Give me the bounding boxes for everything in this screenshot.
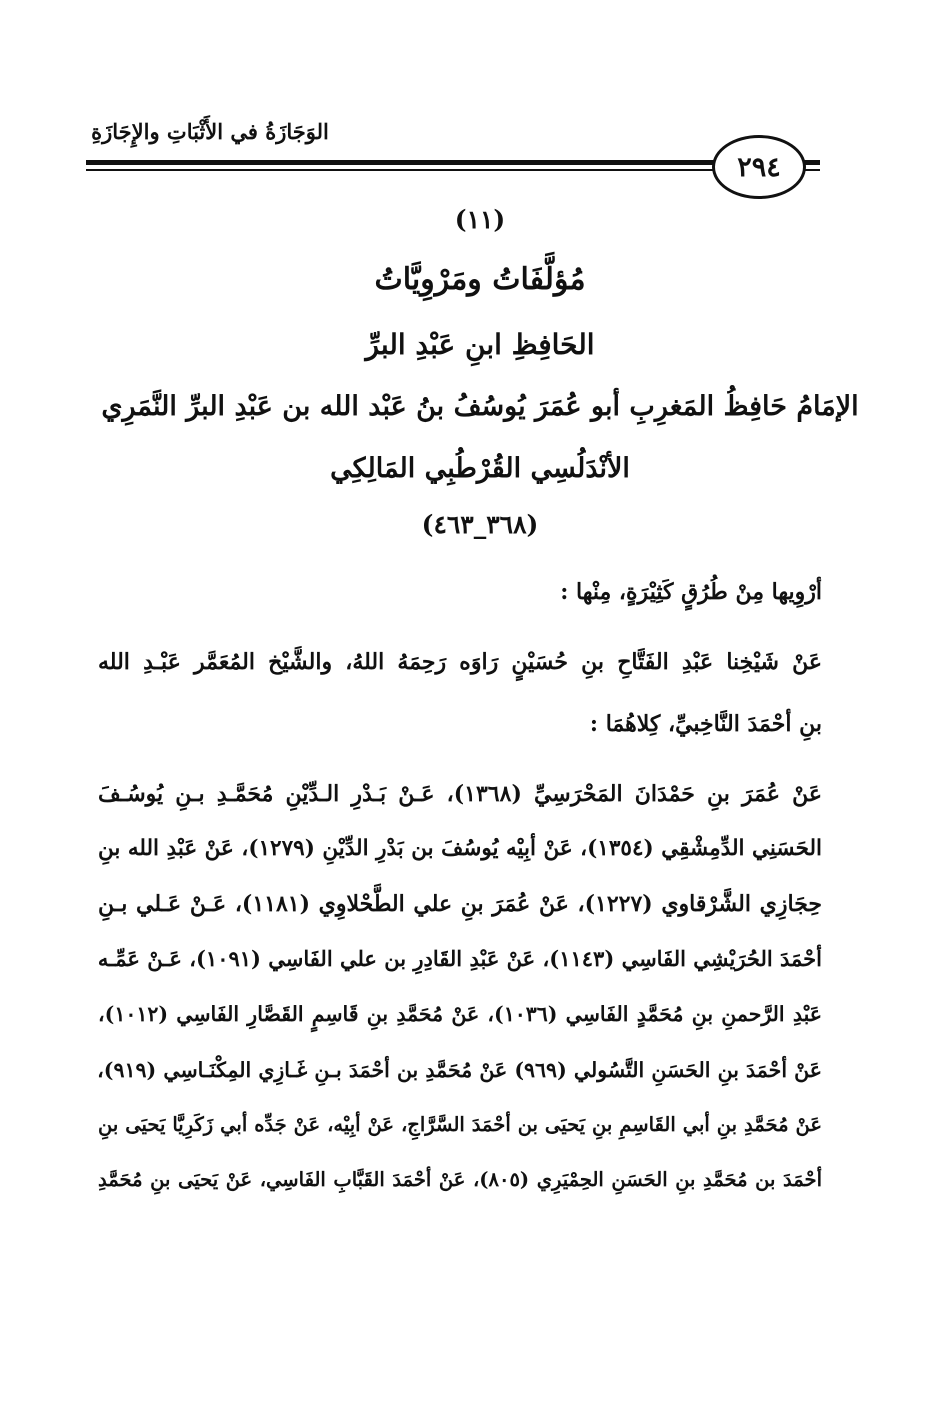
author-dates: (٣٦٨_٤٦٣) <box>421 510 539 539</box>
paragraph-line: عَبْدِ الرَّحمنِ بنِ مُحَمَّدٍ الفَاسِي (١٠٣٦)، عَنْ مُحَمَّدِ بنِ قَاسِمٍ القَصَّارِ الفَاسِي (١٠١٢)، <box>98 1002 822 1026</box>
header-rule-thin <box>86 169 726 171</box>
page-number: ٢٩٤ <box>737 151 781 183</box>
intro-line: أرْوِيها مِنْ طُرُقٍ كَثِيْرَةٍ، مِنْها : <box>560 579 822 605</box>
paragraph-line: عَنْ شَيْخِنا عَبْدِ الفَتَّاحِ بنِ حُسَيْنٍ رَاوَه رَحِمَهُ اللهُ، والشَّيْخ المُعَمَّر عَبْـدِ الله <box>98 649 822 675</box>
page-number-badge <box>712 135 806 199</box>
section-title: مُؤلَّفَاتُ ومَرْوِيَّاتُ <box>374 262 586 297</box>
author-full-name-line-1: الإمَامُ حَافِظُ المَغرِبِ أبو عُمَرَ يُوسُفُ بنُ عَبْد الله بن عَبْدِ البرِّ النَّمَرِي <box>101 391 859 422</box>
paragraph-line: أحْمَدَ الحُرَيْشِي الفَاسِي (١١٤٣)، عَنْ عَبْدِ القَادِرِ بن علي الفَاسِي (١٠٩١)، عَـنْ عَمِّـه <box>97 946 822 971</box>
paragraph-line: عَنْ أحْمَدَ بنِ الحَسَنِ التَّسُولي (٩٦٩) عَنْ مُحَمَّدِ بن أحْمَدَ بـنِ غَـازِي المِكْنَـاسِي (٩١٩)، <box>97 1058 822 1082</box>
paragraph-line: أحْمَدَ بن مُحَمَّدِ بنِ الحَسَنِ الحِمْيَرِي (٨٠٥)، عَنْ أحْمَدَ القَبَّابِ الفَاسِي، عَنْ يَحيَى بنِ مُحَمَّدِ <box>98 1168 822 1191</box>
author-short-name: الحَافِظِ ابنِ عَبْدِ البرِّ <box>365 328 595 361</box>
paragraph-line: حِجَازِي الشَّرْقاوي (١٢٢٧)، عَنْ عُمَرَ بنِ علي الطَّحْلاوِي (١١٨١)، عَـنْ عَـلي بـنِ <box>98 891 822 917</box>
section-number: (١١) <box>454 205 506 234</box>
header-rule-thick <box>86 160 726 165</box>
paragraph-line: بنِ أحْمَدَ النَّاخِبيِّ، كِلاهُمَا : <box>589 711 822 737</box>
paragraph-line: عَنْ عُمَرَ بنِ حَمْدَانَ المَحْرَسِيِّ (١٣٦٨)، عَـنْ بَـدْرِ الـدِّيْنِ مُحَمَّـدِ بـنِ يُوسُـفَ <box>98 781 822 807</box>
author-full-name-line-2: الأنْدَلُسِي القُرْطُبِي المَالِكِي <box>330 453 630 484</box>
running-title: الوَجَازَةُ في الأَثْبَاتِ والإِجَازَةِ <box>91 119 329 144</box>
paragraph-line: الحَسَنِي الدِّمِشْقِي (١٣٥٤)، عَنْ أبِيْه يُوسُفَ بن بَدْرِ الدِّيْنِ (١٢٧٩)، عَنْ عَبْدِ الله بنِ <box>98 836 822 861</box>
paragraph-line: عَنْ مُحَمَّدِ بنِ أبي القَاسِمِ بنِ يَحيَى بن أحْمَدَ السَّرَّاجِ، عَنْ أبِيْه، عَنْ جَدِّه أبي زَكَرِيَّا يَحيَى بنِ <box>98 1113 822 1136</box>
